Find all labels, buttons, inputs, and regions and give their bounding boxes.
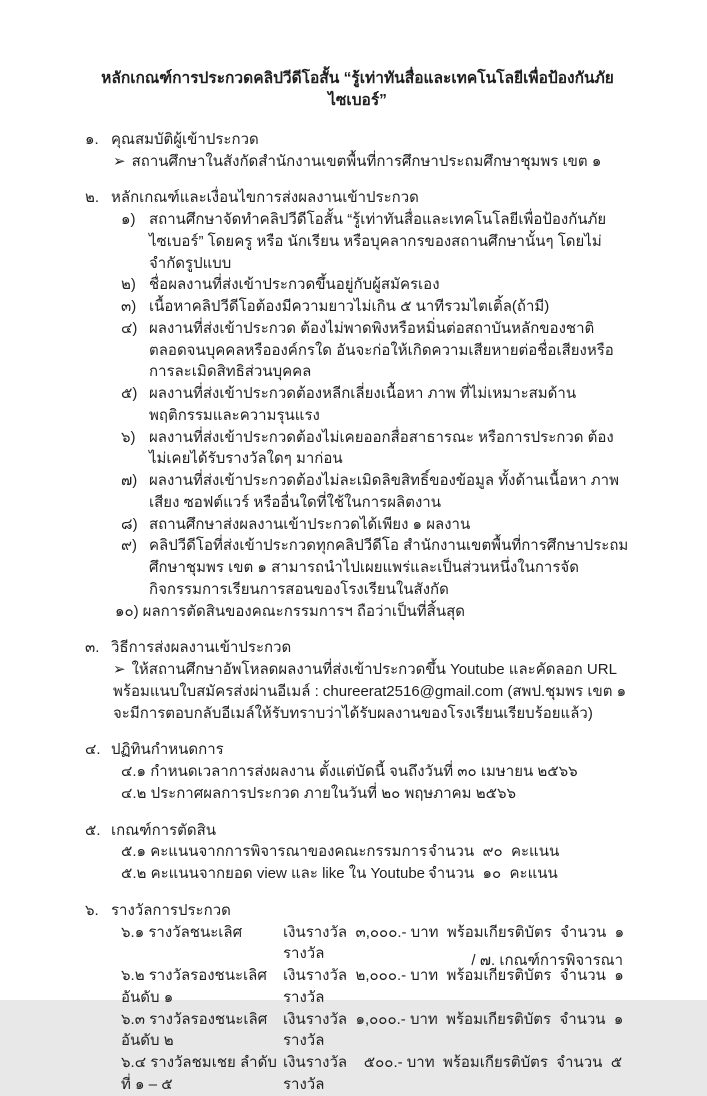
judging-score: จำนวน ๙๐ คะแนน [428,843,560,861]
section-title: คุณสมบัติผู้เข้าประกวด [111,130,259,148]
section-heading [85,900,630,922]
section-title: วิธีการส่งผลงานเข้าประกวด [111,639,292,657]
judging-score: จำนวน ๑๐ คะแนน [428,865,558,883]
section-heading [85,187,630,209]
rule-item [121,383,630,427]
item-number: ๗) [121,472,138,490]
item-text: ผลงานที่ส่งเข้าประกวด ต้องไม่พาดพิงหรือหมิ่นต่อสถาบันหลักของชาติ ตลอดจนบุคคลหรือองค์กรใด อันจะก่อให้เกิดความเสียหายต่อชื่อเสียงหรือการละเมิดสิทธิส่วนบุคคล [149,319,614,381]
prize-row [121,1009,630,1053]
prize-label: ๖.๔ รางวัลชมเชย ลำดับที่ ๑ – ๕ [121,1054,277,1093]
section-heading [85,739,630,761]
judging-row [121,841,630,863]
item-text: ชื่อผลงานที่ส่งเข้าประกวดขึ้นอยู่กับผู้สมัครเอง [149,276,440,294]
item-text: สถานศึกษาส่งผลงานเข้าประกวดได้เพียง ๑ ผลงาน [149,515,471,533]
section-heading [85,129,630,151]
prize-row [121,1052,630,1096]
section-rules [85,187,630,622]
item-number: ๔) [121,319,138,337]
item-text: ผลงานที่ส่งเข้าประกวดต้องหลีกเลี่ยงเนื้อหา ภาพ ที่ไม่เหมาะสมด้านพฤติกรรมและความรุนแรง [149,385,577,424]
prize-value: เงินรางวัล ๕๐๐.- บาท พร้อมเกียรติบัตร จำนวน ๕ รางวัล [283,1054,631,1093]
section-title: เกณฑ์การตัดสิน [111,821,217,839]
bullet-paragraph [113,151,630,173]
item-number: ๒) [121,276,136,294]
prize-label: ๖.๒ รางวัลรองชนะเลิศอันดับ ๑ [121,967,267,1006]
item-text: สถานศึกษาจัดทำคลิปวีดีโอสั้น “รู้เท่าทันสื่อและเทคโนโลยีเพื่อป้องกันภัยไซเบอร์” โดยครู หรือ นักเรียน หรือบุคลากรของสถานศึกษานั้นๆ โดยไม่จำกัดรูปแบบ [149,211,607,272]
page-title: หลักเกณฑ์การประกวดคลิปวีดีโอสั้น “รู้เท่าทันสื่อและเทคโนโลยีเพื่อป้องกันภัยไซเบอร์” [101,70,614,110]
judging-row [121,863,630,885]
arrowhead-bullet-icon: ➢ [113,661,126,679]
section-heading [85,820,630,842]
prize-value: เงินรางวัล ๑,๐๐๐.- บาท พร้อมเกียรติบัตร จำนวน ๑ รางวัล [283,1010,632,1050]
section-prizes [85,900,633,1096]
item-number: ๙) [121,537,137,555]
schedule-item: ๔.๒ ประกาศผลการประกวด ภายในวันที่ ๒๐ พฤษภาคม ๒๕๖๖ [121,784,516,802]
item-text: คลิปวีดีโอที่ส่งเข้าประกวดทุกคลิปวีดีโอ สำนักงานเขตพื้นที่การศึกษาประถมศึกษาชุมพร เขต ๑ สามารถนำไปเผยแพร่และเป็นส่วนหนึ่งในการจัดกิจกรรมการเรียนการสอนของโรงเรียนในสังกัด [149,537,629,598]
section-title: รางวัลการประกวด [111,901,231,919]
arrowhead-bullet-icon: ➢ [113,152,126,170]
continuation-note: / ๗. เกณฑ์การพิจารณา [471,952,623,970]
item-number: ๓) [121,298,137,316]
item-number: ๖) [121,428,136,446]
section-qualifications [85,129,630,173]
prize-label: ๖.๓ รางวัลรองชนะเลิศอันดับ ๒ [121,1010,268,1050]
submission-instructions: ให้สถานศึกษาอัพโหลดผลงานที่ส่งเข้าประกวดขึ้น Youtube และคัดลอก URL พร้อมแนบใบสมัครส่งผ่านอีเมล์ : chureerat2516@gmail.com (สพป.ชุมพร เขต ๑ จะมีการตอบกลับอีเมล์ให้รับทราบว่าได้รับผลงานของโรงเรียนเรียบร้อยแล้ว) [113,661,627,722]
item-number: ๑) [121,211,136,229]
item-number: ๘) [121,515,138,533]
section-number: ๑. [85,130,99,148]
judging-label: ๕.๒ คะแนนจากยอด view และ like ใน Youtube [121,865,426,883]
section-title: หลักเกณฑ์และเงื่อนไขการส่งผลงานเข้าประกวด [111,189,419,207]
rule-item [121,274,630,296]
rule-item [121,427,630,471]
section-title: ปฏิทินกำหนดการ [111,741,224,759]
item-text: ผลงานที่ส่งเข้าประกวดต้องไม่เคยออกสื่อสาธารณะ หรือการประกวด ต้องไม่เคยได้รับรางวัลใดๆ มาก่อน [149,428,614,468]
item-number: ๑๐) [115,602,139,620]
prize-value: เงินรางวัล ๒,๐๐๐.- บาท พร้อมเกียรติบัตร จำนวน ๑ รางวัล [283,967,633,1006]
rule-item [121,318,630,383]
rule-item [121,514,630,536]
rule-item [115,601,630,623]
section-submission [85,637,630,724]
bullet-text: สถานศึกษาในสังกัดสำนักงานเขตพื้นที่การศึกษาประถมศึกษาชุมพร เขต ๑ [131,152,602,170]
section-number: ๓. [85,639,100,657]
item-text: ผลงานที่ส่งเข้าประกวดต้องไม่ละเมิดลิขสิทธิ์ของข้อมูล ทั้งด้านเนื้อหา ภาพ เสียง ซอฟต์แวร์ หรืออื่นใดที่ใช้ในการผลิตงาน [149,472,619,511]
item-text: ผลการตัดสินของคณะกรรมการฯ ถือว่าเป็นที่สิ้นสุด [142,602,465,620]
judging-label: ๕.๑ คะแนนจากการพิจารณาของคณะกรรมการ [121,843,428,861]
rule-item [121,535,630,600]
section-heading [85,637,630,659]
item-number: ๕) [121,385,138,403]
rule-item [121,470,630,514]
section-number: ๔. [85,741,101,759]
rule-item [121,296,630,318]
section-number: ๒. [85,189,100,207]
section-number: ๖. [85,901,99,919]
rule-item [121,209,630,274]
section-schedule [85,739,630,804]
prize-label: ๖.๑ รางวัลชนะเลิศ [121,923,243,941]
bullet-paragraph [113,659,630,724]
prize-value: เงินรางวัล ๓,๐๐๐.- บาท พร้อมเกียรติบัตร จำนวน ๑ รางวัล [283,923,633,963]
section-judging [85,820,630,885]
section-number: ๕. [85,821,101,839]
schedule-item: ๔.๑ กำหนดเวลาการส่งผลงาน ตั้งแต่บัดนี้ จนถึงวันที่ ๓๐ เมษายน ๒๕๖๖ [121,763,578,781]
item-text: เนื้อหาคลิปวีดีโอต้องมีความยาวไม่เกิน ๕ นาทีรวมไตเติ้ล(ถ้ามี) [149,298,550,316]
